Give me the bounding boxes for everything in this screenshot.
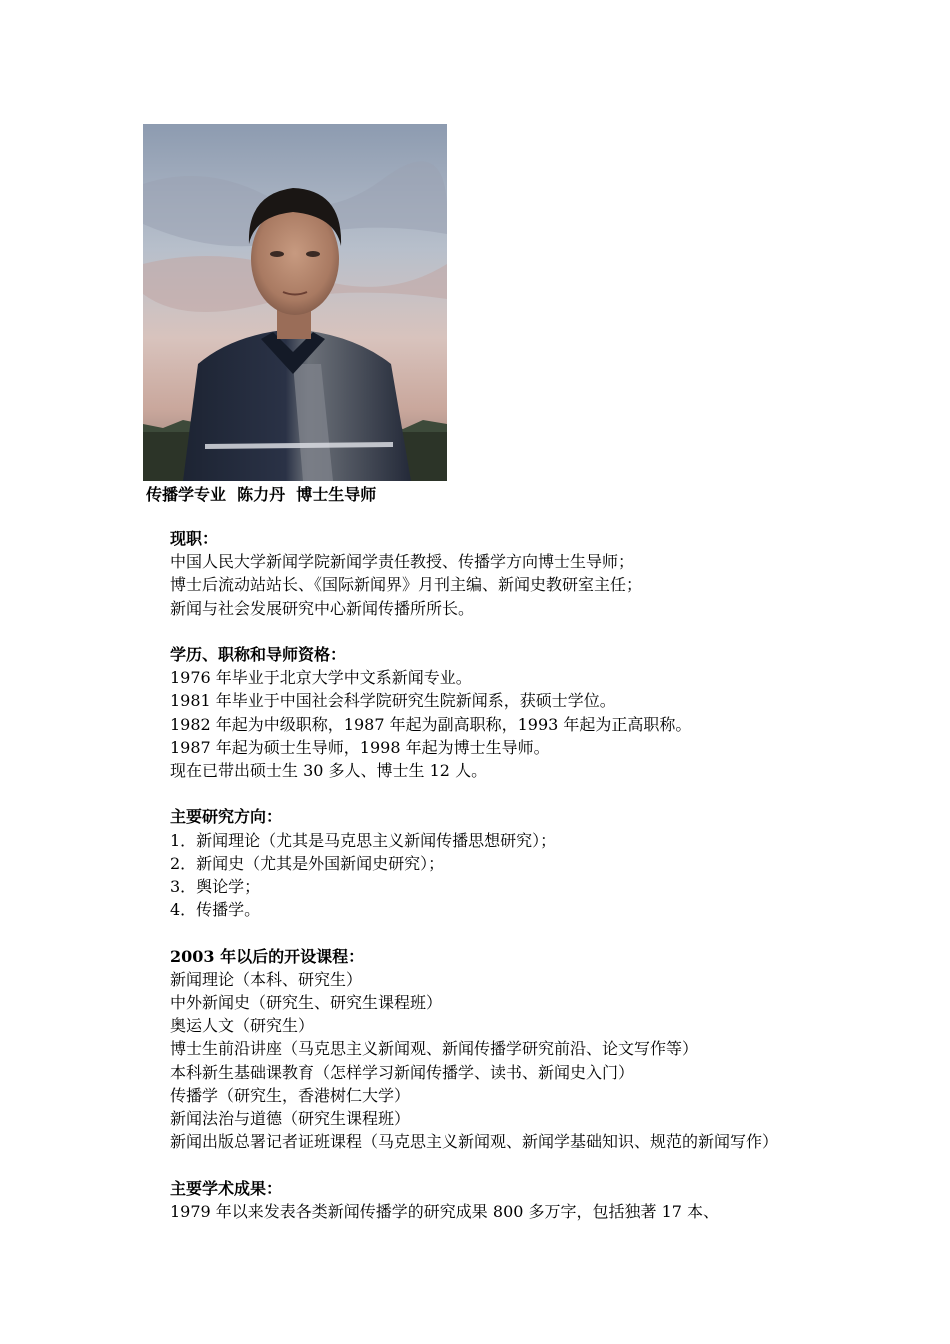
- photo-caption: 传播学专业 陈力丹 博士生导师: [146, 485, 377, 504]
- list-item: 1979 年以来发表各类新闻传播学的研究成果 800 多万字，包括独著 17 本、: [170, 1201, 720, 1221]
- list-item: 1982 年起为中级职称，1987 年起为副高职称，1993 年起为正高职称。: [170, 714, 692, 734]
- current-position-section: [146, 527, 816, 620]
- list-item: 2．新闻史（尤其是外国新闻史研究）；: [170, 853, 445, 873]
- list-item: 中外新闻史（研究生、研究生课程班）: [170, 993, 443, 1013]
- list-item: 现在已带出硕士生 30 多人、博士生 12 人。: [170, 761, 488, 781]
- list-item: 1976 年毕业于北京大学中文系新闻专业。: [170, 668, 472, 688]
- section-heading: 主要学术成果：: [170, 1178, 283, 1198]
- list-item: 新闻与社会发展研究中心新闻传播所所长。: [170, 598, 475, 618]
- list-item: 本科新生基础课教育（怎样学习新闻传播学、读书、新闻史入门）: [170, 1062, 635, 1082]
- list-item: 新闻理论（本科、研究生）: [170, 969, 363, 989]
- list-item: 传播学（研究生，香港树仁大学）: [170, 1085, 411, 1105]
- list-item: 3．舆论学；: [170, 877, 261, 897]
- section-heading: 学历、职称和导师资格：: [170, 645, 347, 664]
- list-item: 1981 年毕业于中国社会科学院研究生院新闻系，获硕士学位。: [170, 691, 616, 711]
- list-item: 奥运人文（研究生）: [170, 1016, 315, 1036]
- portrait-photo: [143, 124, 447, 481]
- section-heading: 现职：: [170, 529, 219, 548]
- section-heading: 主要研究方向：: [170, 807, 283, 827]
- achievements-section: [146, 1177, 816, 1223]
- list-item: 新闻法治与道德（研究生课程班）: [170, 1109, 411, 1129]
- list-item: 博士生前沿讲座（马克思主义新闻观、新闻传播学研究前沿、论文写作等）: [170, 1039, 699, 1059]
- section-heading: 2003 年以后的开设课程：: [170, 946, 365, 966]
- education-section: [146, 643, 816, 782]
- list-item: 4．传播学。: [170, 900, 261, 920]
- profile-content: [146, 527, 816, 1246]
- portrait-image: [143, 124, 447, 481]
- list-item: 博士后流动站站长、《国际新闻界》月刊主编、新闻史教研室主任；: [170, 575, 643, 595]
- list-item: 1987 年起为硕士生导师，1998 年起为博士生导师。: [170, 737, 550, 757]
- list-item: 1．新闻理论（尤其是马克思主义新闻传播思想研究）；: [170, 830, 557, 850]
- research-section: [146, 805, 816, 921]
- courses-section: [146, 945, 816, 1154]
- list-item: 新闻出版总署记者证班课程（马克思主义新闻观、新闻学基础知识、规范的新闻写作）: [170, 1132, 779, 1152]
- list-item: 中国人民大学新闻学院新闻学责任教授、传播学方向博士生导师；: [170, 552, 635, 572]
